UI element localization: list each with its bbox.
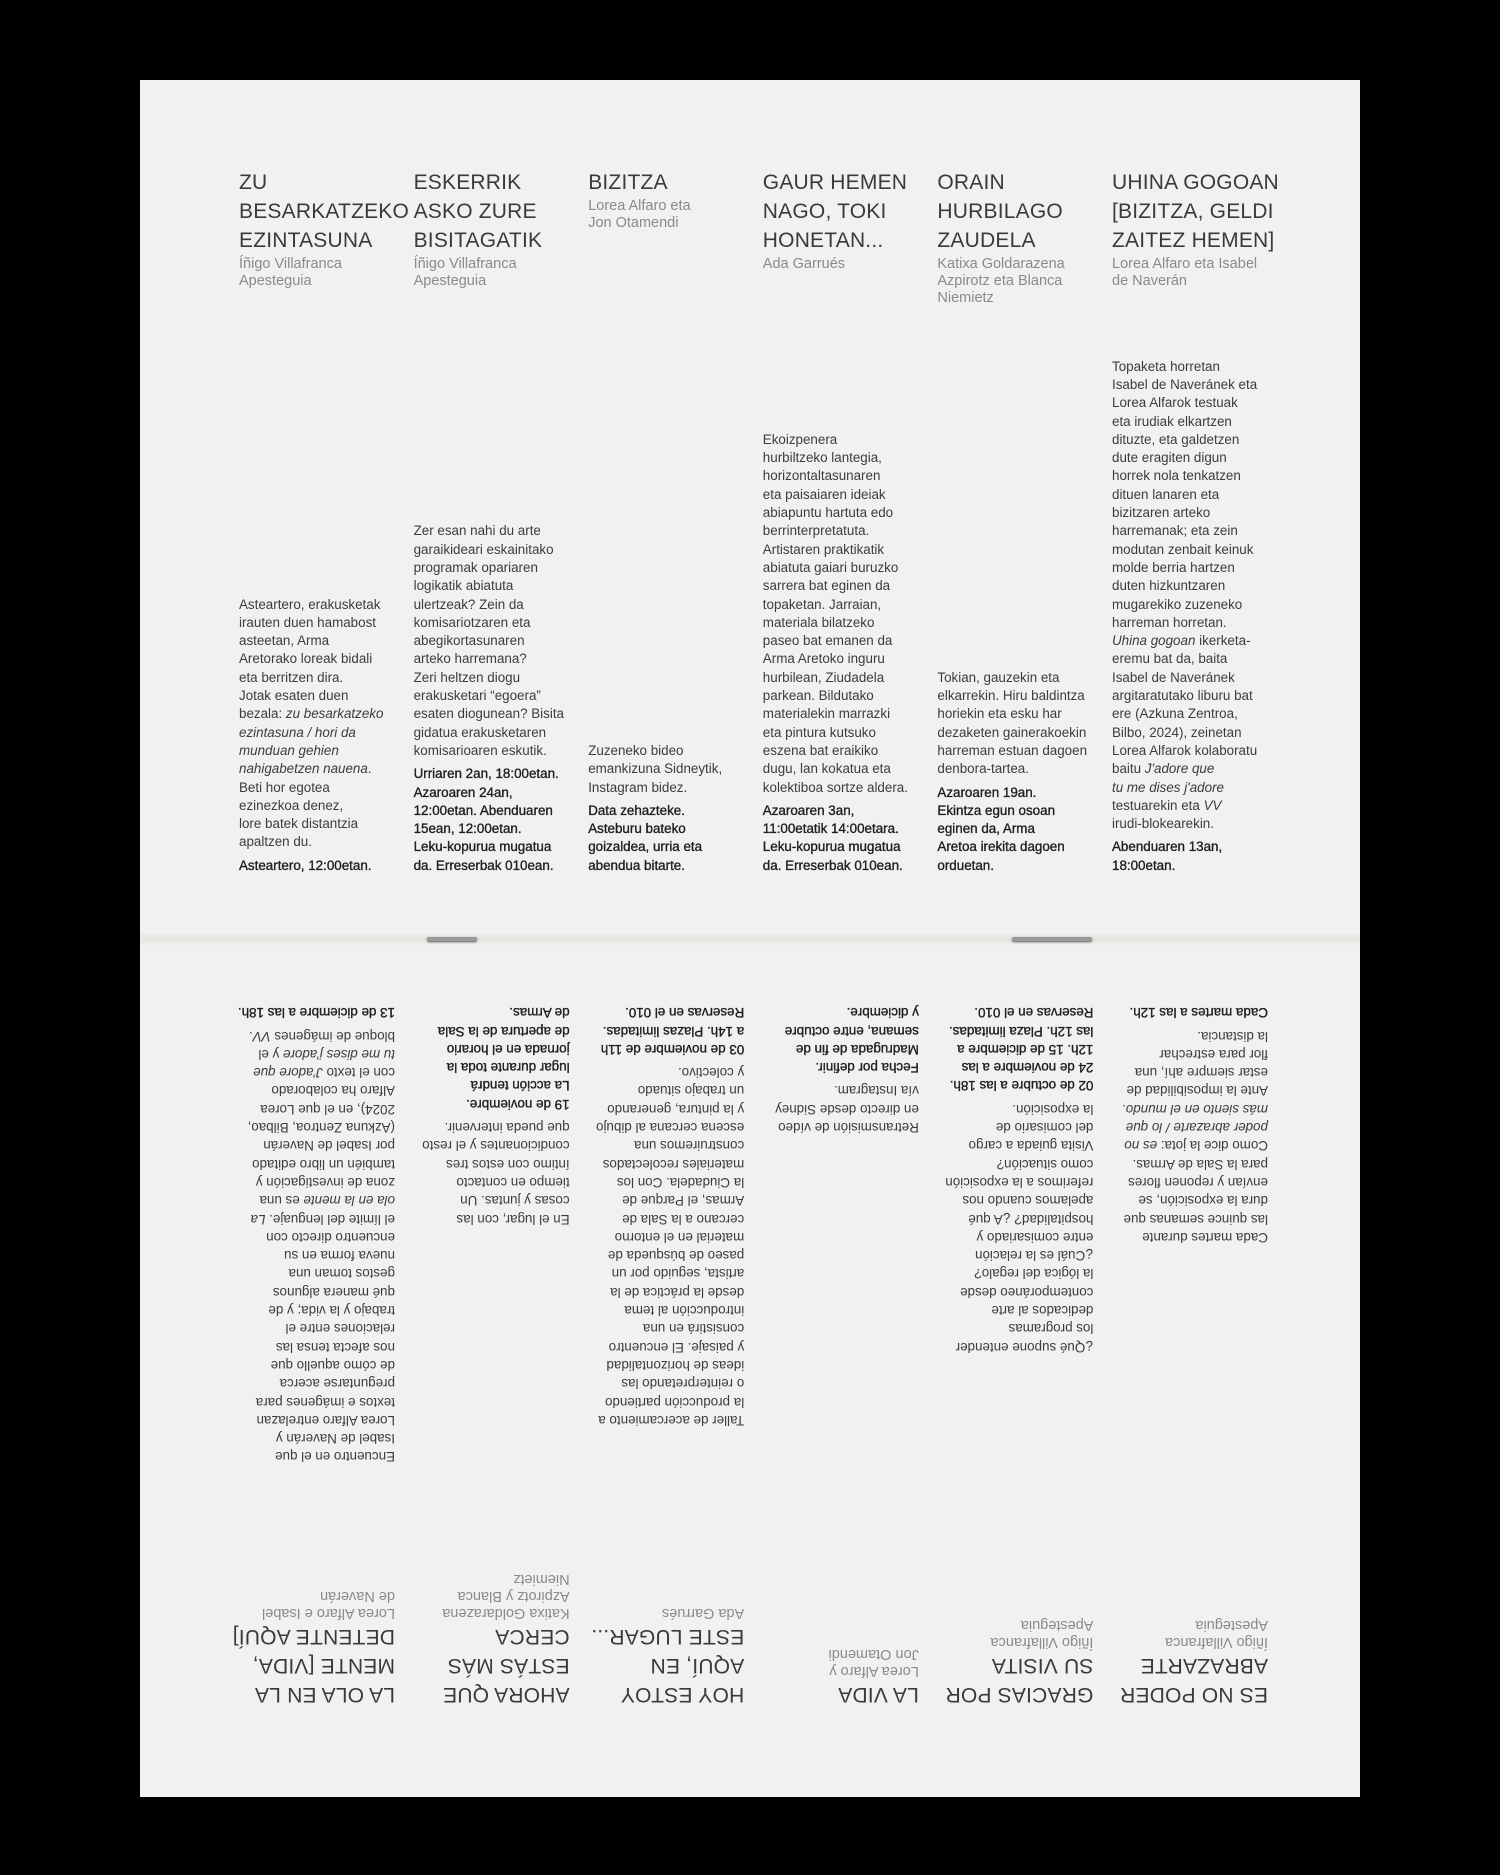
description-text: Tokian, gauzekin eta elkarrekin. Hiru baldintza horiekin eta esku har dezaketen gainerakoekin harreman estuan dagoen denbora-tartea. [937,669,1088,777]
event-title: GRACIAS POR SU VISITA [945,1654,1094,1706]
event-authors: Ada Garrués [661,1605,745,1621]
description-text: ¿Qué supone entender los programas dedicados al arte contemporáneo desde la lógica del regalo? ¿Cuál es la relación entre comisariado y hospitalidad? ¿A qué apelamos cuando nos referimos a la exposición como situación? Visita guiada a cargo del comisario de la exposición. [945,1101,1094,1355]
description-text: Zer esan nahi du arte garaikideari eskainitako programak opariaren logikatik abiatuta ulertzeak? Zein da komisariotzaren eta abegikortasunaren arteko harremana? Zeri heltzen diogu erakusketari “egoera” esaten diogunean? Bisita gidatua erakusketaren komisarioaren eskutik. [413,523,564,758]
event-authors: Lorea Alfaro y Jon Otamendi [828,1646,919,1679]
event-column [588,80,756,939]
event-title: HOY ESTOY AQUÍ, EN ESTE LUGAR... [591,1625,745,1706]
italic-title: es no poder abrazarte / lo que más siento en el mundo [1124,1101,1268,1154]
event-authors: Lorea Alfaro eta Jon Otamendi [588,198,691,231]
event-title: ES NO PODER ABRAZARTE [1119,1654,1268,1706]
event-column [402,939,570,1797]
italic-title: J'adore que tu me dises j'adore [1112,761,1224,795]
italic-title: Uhina gogoan [1112,633,1196,649]
italic-title: VV [1203,797,1222,813]
event-authors: Íñigo Villafranca Apesteguia [1165,1617,1268,1650]
description-text: irudi-blokearekin. [1112,816,1214,832]
description-text: Asteartero, erakusketak irauten duen hamabost asteetan, Arma Aretorako loreak bidali eta berritzen dira. Jotak esaten duen bezala: [239,596,381,722]
event-schedule: 13 de diciembre a las 18h. [237,1005,395,1021]
event-schedule: Azaroaren 19an. Ekintza egun osoan eginen da, Arma Aretoa irekita dagoen orduetan. [937,784,1065,873]
event-description [402,1118,570,1228]
description-text: ikerketa- eremu bat da, baita Isabel de Naveránek argitaratutako liburu bat ere (Azkuna Zentroa, Bilbo, 2024), zeinetan Lorea Alfarok kolaboratu baitu [1112,633,1258,777]
event-description [937,669,1105,779]
event-column [937,80,1105,939]
description-text: Retransmisión de vídeo en directo desde Sidney vía Instagram. [775,1083,919,1136]
event-authors: Íñigo Villafranca Apesteguia [990,1617,1094,1650]
description-text: y el bloque de imágenes [258,1028,395,1062]
event-column [227,939,395,1797]
event-schedule: Cada martes a las 12h. [1129,1005,1268,1021]
event-description [1112,358,1280,834]
event-description [1100,1026,1268,1246]
event-schedule: Azaroaren 3an, 11:00etatik 14:00etara. Leku-kopurua mugatua da. Erreserbak 010ean. [762,802,903,873]
event-schedule: Data zehazteke. Asteburu bateko goizaldea, urria eta abendua bitarte. [588,802,703,873]
event-title: ORAIN HURBILAGO ZAUDELA [937,171,1063,252]
event-authors: Lorea Alfaro eta Isabel de Naverán [1112,256,1258,289]
event-description [751,1081,919,1136]
event-schedule: Fecha por definir. Madrugada de fin de semana, entre octubre y diciembre. [784,1005,919,1076]
event-title: ZU BESARKATZEKO EZINTASUNA [239,171,410,252]
italic-title: VV [252,1028,271,1044]
event-description [763,431,931,797]
description-text: . Beti hor egotea ezinezkoa denez, lore batek distantzia apaltzen du. [239,761,372,850]
event-authors: Íñigo Villafranca Apesteguia [239,256,342,289]
event-description [227,1026,395,1465]
description-text: Cada martes durante las quince semanas que dura la exposición, se envían y reponen flores para la Sala de Armas. Como dice la jota: [1123,1138,1268,1245]
event-title: ESKERRIK ASKO ZURE BISITAGATIK [413,171,543,252]
brochure-top-half-basque [140,80,1360,939]
event-title: LA VIDA [838,1683,919,1706]
event-column [1100,939,1268,1797]
italic-title: zu besarkatzeko ezintasuna / hori da munduan gehien nahigabetzen nauena [239,706,384,777]
description-text: . Ante la imposibilidad de estar siempre ahí, una flor para estrechar la distancia. [1122,1028,1268,1117]
event-schedule: Abenduaren 13an, 18:00etan. [1112,839,1223,873]
event-schedule: Asteartero, 12:00etan. [239,857,372,873]
event-title: AHORA QUE ESTÁS MÁS CERCA [442,1625,570,1706]
italic-title: J'adore que tu me dises j'adore [253,1046,395,1081]
event-description [414,522,582,760]
description-text: Taller de acercamiento a la producción partiendo o reinterpretando las ideas de horizontalidad y paisaje. El encuentro consistirá en una introducción al tema desde la práctica de la artista, seguido por un paseo de búsqueda de material en el entorno cercano a la Sala de Armas, el Parque de la Ciudadela. Con los materiales recolectados construiremos una escena cercana al dibujo y la pintura, generando un trabajo situado y colectivo. [596,1065,745,1428]
event-column [751,939,919,1797]
event-description [925,1099,1093,1355]
event-title: GAUR HEMEN NAGO, TOKI HONETAN... [762,171,908,252]
staple [1012,937,1092,941]
event-title: UHINA GOGOAN [BIZITZA, GELDI ZAITEZ HEMEN] [1112,171,1279,252]
event-authors: Katixa Goldarazena Azpirotz eta Blanca Niemietz [937,256,1065,306]
staple [427,937,477,941]
event-title: BIZITZA [588,171,668,194]
event-description [576,1063,744,1429]
fold-line [140,932,1360,946]
folded-brochure [140,80,1360,1797]
description-text: Zuzeneko bideo emankizuna Sidneytik, Instagram bidez. [588,742,723,795]
description-text: Encuentro en el que Isabel de Naverán y Lorea Alfaro entrelazan textos e imágenes para preguntarse acerca de cómo aquello que nos afecta tensa las relaciones entre el trabajo y la vida; y de qué manera algunos gestos toman una nueva forma en su encuentro directo con el límite del lenguaje. [255,1211,395,1465]
event-title: LA OLA EN LA MENTE [VIDA, DETENTE AQUÍ] [232,1625,395,1706]
brochure-bottom-half-spanish-upside-down [140,939,1360,1797]
italic-title: La ola en la mente [250,1193,395,1227]
description-text: testuarekin eta [1112,797,1200,813]
event-column [414,80,582,939]
event-schedule: 03 de noviembre de 11h a 14h. Plazas limitadas. Reservas en el 010. [600,1005,745,1057]
description-text: es una zona de investigación y también un libro editado por Isabel de Naverán (Azkuna Zentroa, Bilbao, 2024), en el que Lorea Alfaro ha colaborado con el texto [247,1065,395,1209]
event-authors: Ada Garrués [762,256,846,272]
event-schedule: Urriaren 2an, 18:00etan. Azaroaren 24an, 12:00etan. Abenduaren 15ean, 12:00etan. Leku-kopurua mugatua da. Erreserbak 010ean. [413,766,559,873]
event-column [576,939,744,1797]
description-text: Ekoizpenera hurbiltzeko lantegia, horizontaltasunaren eta paisaiaren ideiak abiapuntu hartuta edo berrinterpretatuta. Artistaren praktikatik abiatuta gaiari buruzko sarrera bat eginen da topaketan. Jarraian, materiala bilatzeko paseo bat emanen da Arma Aretoko inguru hurbilean, Ziudadela parkean. Bildutako materialekin marrazki eta pintura kutsuko eszena bat eraikiko dugu, lan kokatua eta kolektiboa sortze aldera. [762,431,908,795]
event-schedule: 19 de noviembre. La acción tendrá lugar durante toda la jornada en el horario de apertura de la Sala de Armas. [437,1005,570,1112]
description-text: En el lugar, con las cosas y juntas. Un tiempo en contacto íntimo con estos tres condicionantes y el resto que pueda intervenir. [422,1120,570,1227]
description-text: Topaketa horretan Isabel de Naveránek eta Lorea Alfarok testuak eta irudiak elkartzen dituzte, eta galdetzen dute eragiten digun horrek nola tenkatzen dituen lanaren eta bizitzaren arteko harremanak; eta zein modutan zenbait keinuk molde berria hartzen duten hizkuntzaren mugarekiko zuzeneko harreman horretan. [1112,358,1258,630]
description-text: . [249,1028,253,1044]
event-authors: Íñigo Villafranca Apesteguia [413,256,517,289]
event-column [1112,80,1280,939]
event-authors: Katixa Goldarazena Azpirotz y Blanca Niemietz [442,1571,570,1621]
event-column [925,939,1093,1797]
event-column [763,80,931,939]
event-authors: Lorea Alfaro e Isabel de Naverán [261,1588,395,1621]
event-schedule: 02 de octubre a las 18h. 24 de noviembre a las 12h. 15 de diciembre a las 12h. Plaza limitadas. Reservas en el 010. [949,1005,1094,1094]
event-column [239,80,410,939]
event-description [588,742,756,797]
event-description [239,596,407,852]
